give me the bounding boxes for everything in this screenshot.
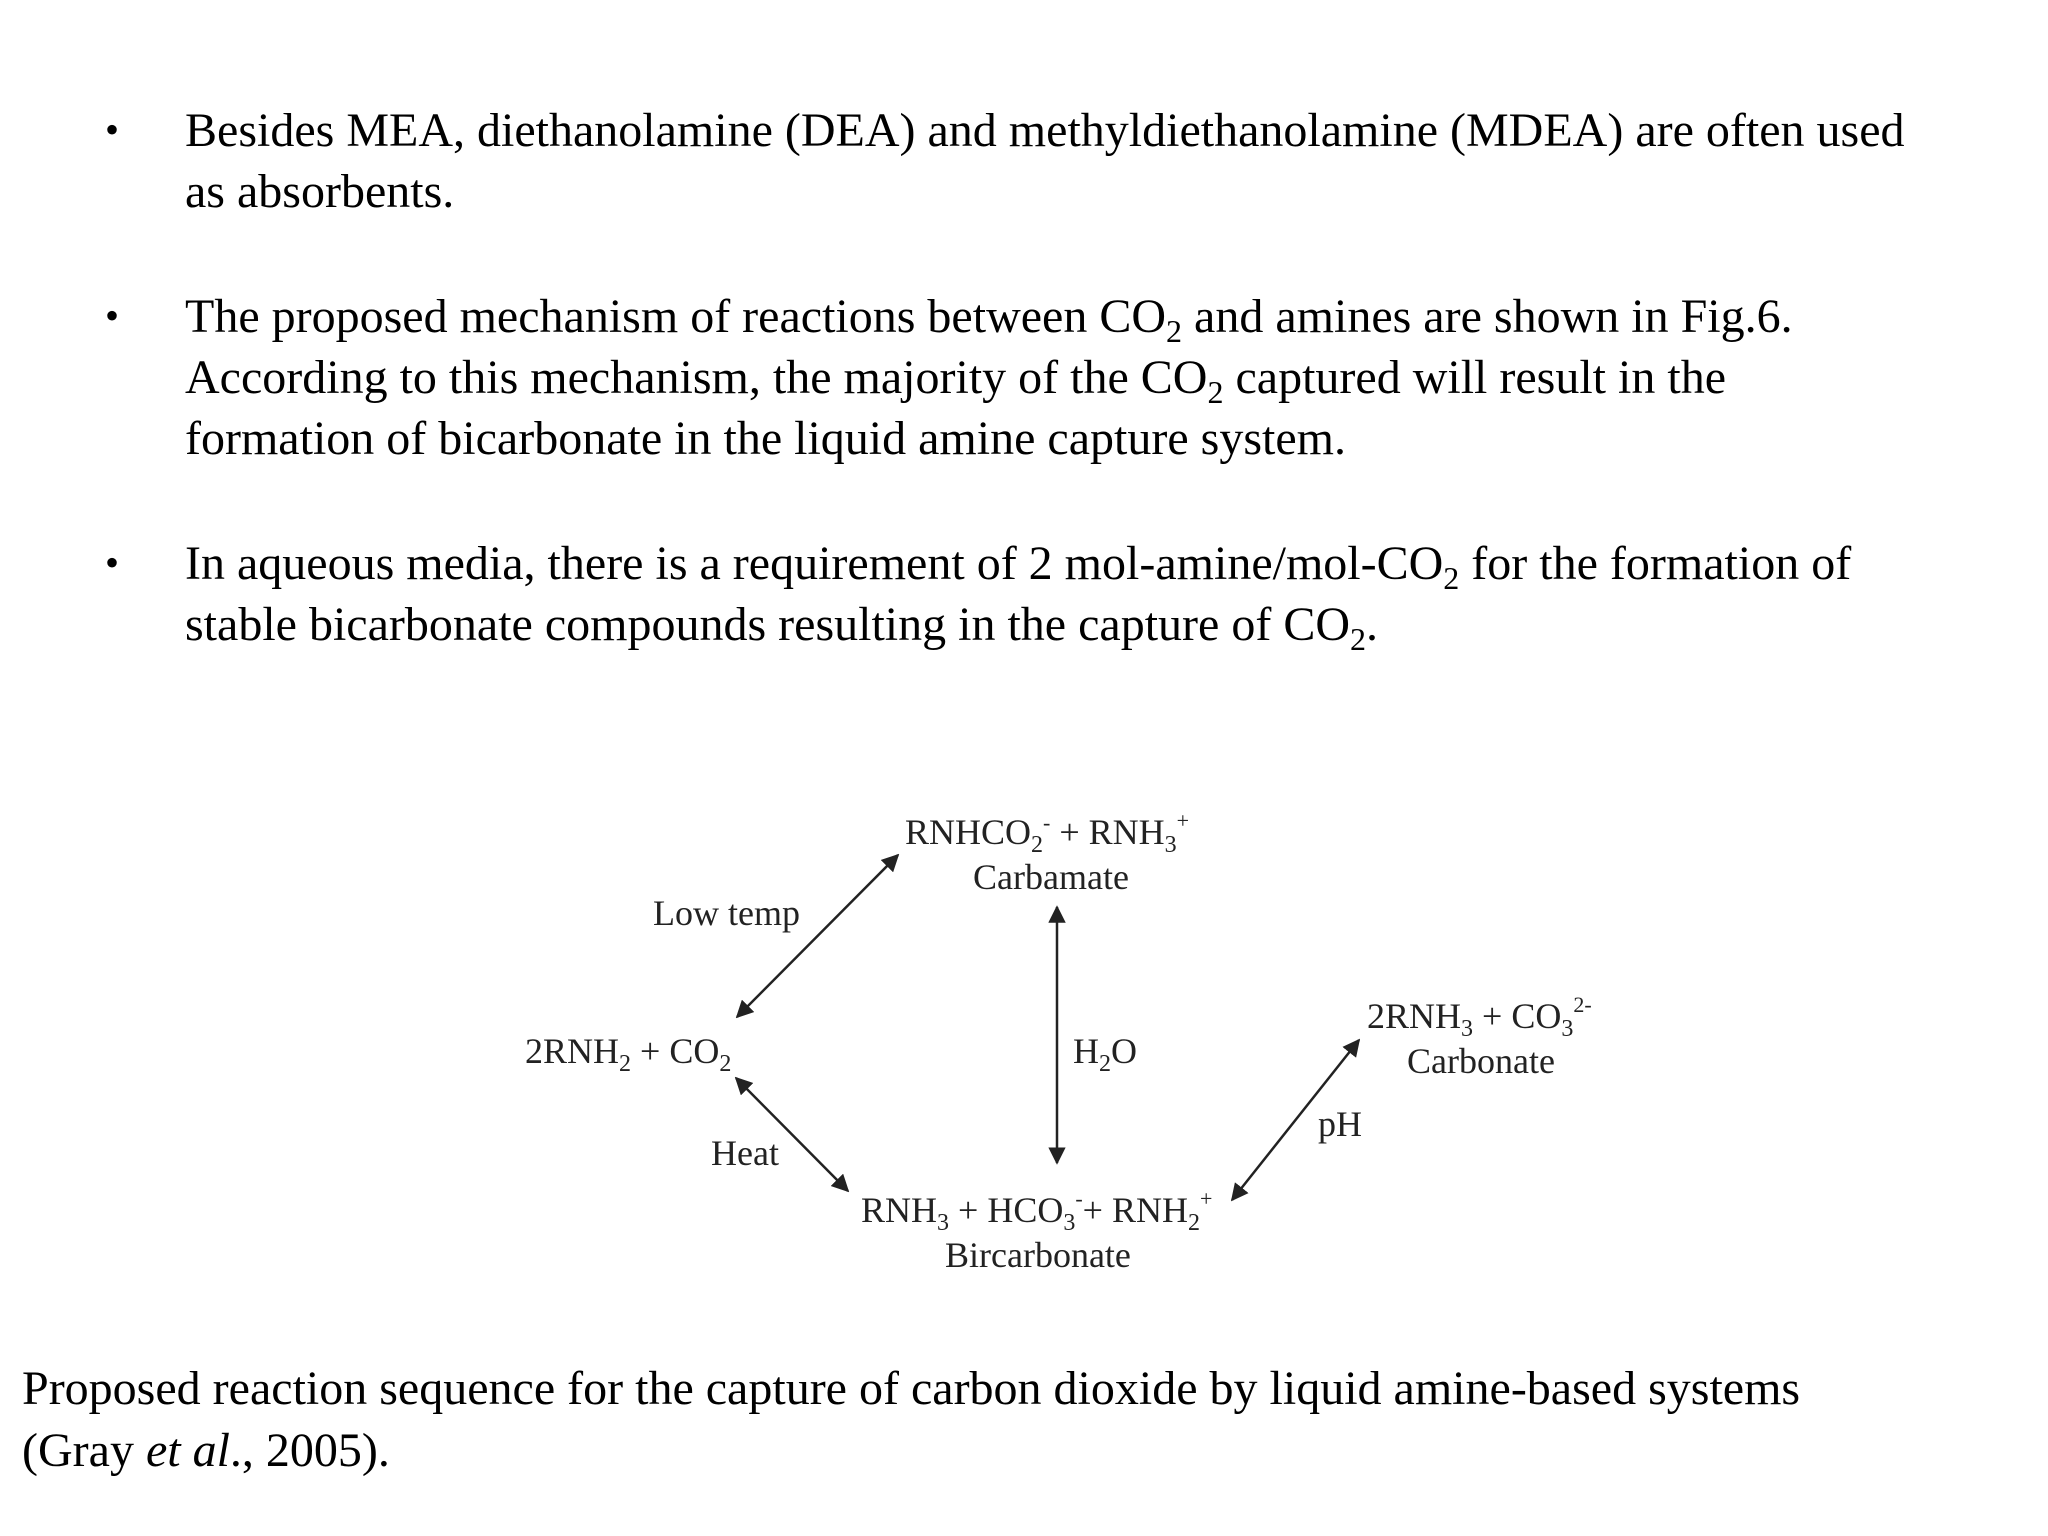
- bullet-dot: •: [105, 293, 120, 338]
- low-temp-arrow: [737, 855, 898, 1017]
- bullet-text-1: [185, 100, 2035, 222]
- bullet-3-line-1: [185, 533, 2035, 594]
- subscript: 2: [1443, 560, 1460, 596]
- carbamate-label: Carbamate: [973, 857, 1129, 897]
- bullet-2-line-2: [185, 347, 2035, 408]
- ph-label: pH: [1318, 1104, 1362, 1144]
- italic-text: et al: [145, 1424, 230, 1477]
- text-segment: captured will result in the: [1223, 351, 1726, 404]
- reactants-formula: $2RNH_2 + CO_2$: [525, 1031, 732, 1077]
- text-segment: .: [1366, 598, 1379, 651]
- text-segment: stable bicarbonate compounds resulting in the capture of CO: [185, 598, 1351, 651]
- text-segment: and amines are shown in Fig.6.: [1182, 290, 1793, 343]
- text-segment: According to this mechanism, the majority of the CO: [185, 351, 1208, 404]
- ph-arrow: [1232, 1040, 1359, 1200]
- carbonate-label: Carbonate: [1407, 1041, 1555, 1081]
- subscript: 2: [1166, 313, 1183, 349]
- text-segment: (Gray: [22, 1424, 146, 1477]
- text-segment: The proposed mechanism of reactions between CO: [185, 290, 1167, 343]
- bullet-1-line-1: Besides MEA, diethanolamine (DEA) and methyldiethanolamine (MDEA) are often used: [185, 104, 1905, 157]
- bullet-3-line-2: [185, 594, 2035, 655]
- caption-line-2: [22, 1420, 2012, 1482]
- low-temp-label: Low temp: [653, 893, 800, 933]
- bicarbonate-formula: $RNH_3 + HCO_3^-+ RNH_2^+$: [861, 1186, 1213, 1236]
- bullet-1-line-2: as absorbents.: [185, 165, 455, 218]
- caption-line-1: Proposed reaction sequence for the capture of carbon dioxide by liquid amine-based systems: [22, 1362, 1801, 1415]
- bullet-text-2: [185, 286, 2035, 469]
- bullet-2-line-1: [185, 286, 2035, 347]
- subscript: 2: [1207, 374, 1224, 410]
- text-segment: for the formation of: [1459, 537, 1852, 590]
- carbamate-formula: $RNHCO_2^- + RNH_3^+$: [905, 808, 1190, 858]
- bicarbonate-label: Bircarbonate: [945, 1235, 1131, 1275]
- bullet-text-3: [185, 533, 2035, 655]
- bullet-dot: •: [105, 540, 120, 585]
- text-segment: In aqueous media, there is a requirement of 2 mol-amine/mol-CO: [185, 537, 1444, 590]
- carbonate-formula: $2RNH_3 + CO_3^{2-}$: [1367, 992, 1592, 1042]
- text-segment: ., 2005).: [229, 1424, 390, 1477]
- water-label: $H_2O$: [1073, 1031, 1137, 1077]
- heat-arrow: [736, 1078, 848, 1191]
- subscript: 2: [1350, 621, 1367, 657]
- heat-label: Heat: [711, 1133, 779, 1173]
- figure-caption: [22, 1358, 2012, 1482]
- bullet-2-line-3: formation of bicarbonate in the liquid amine capture system.: [185, 412, 1346, 465]
- bullet-dot: •: [105, 107, 120, 152]
